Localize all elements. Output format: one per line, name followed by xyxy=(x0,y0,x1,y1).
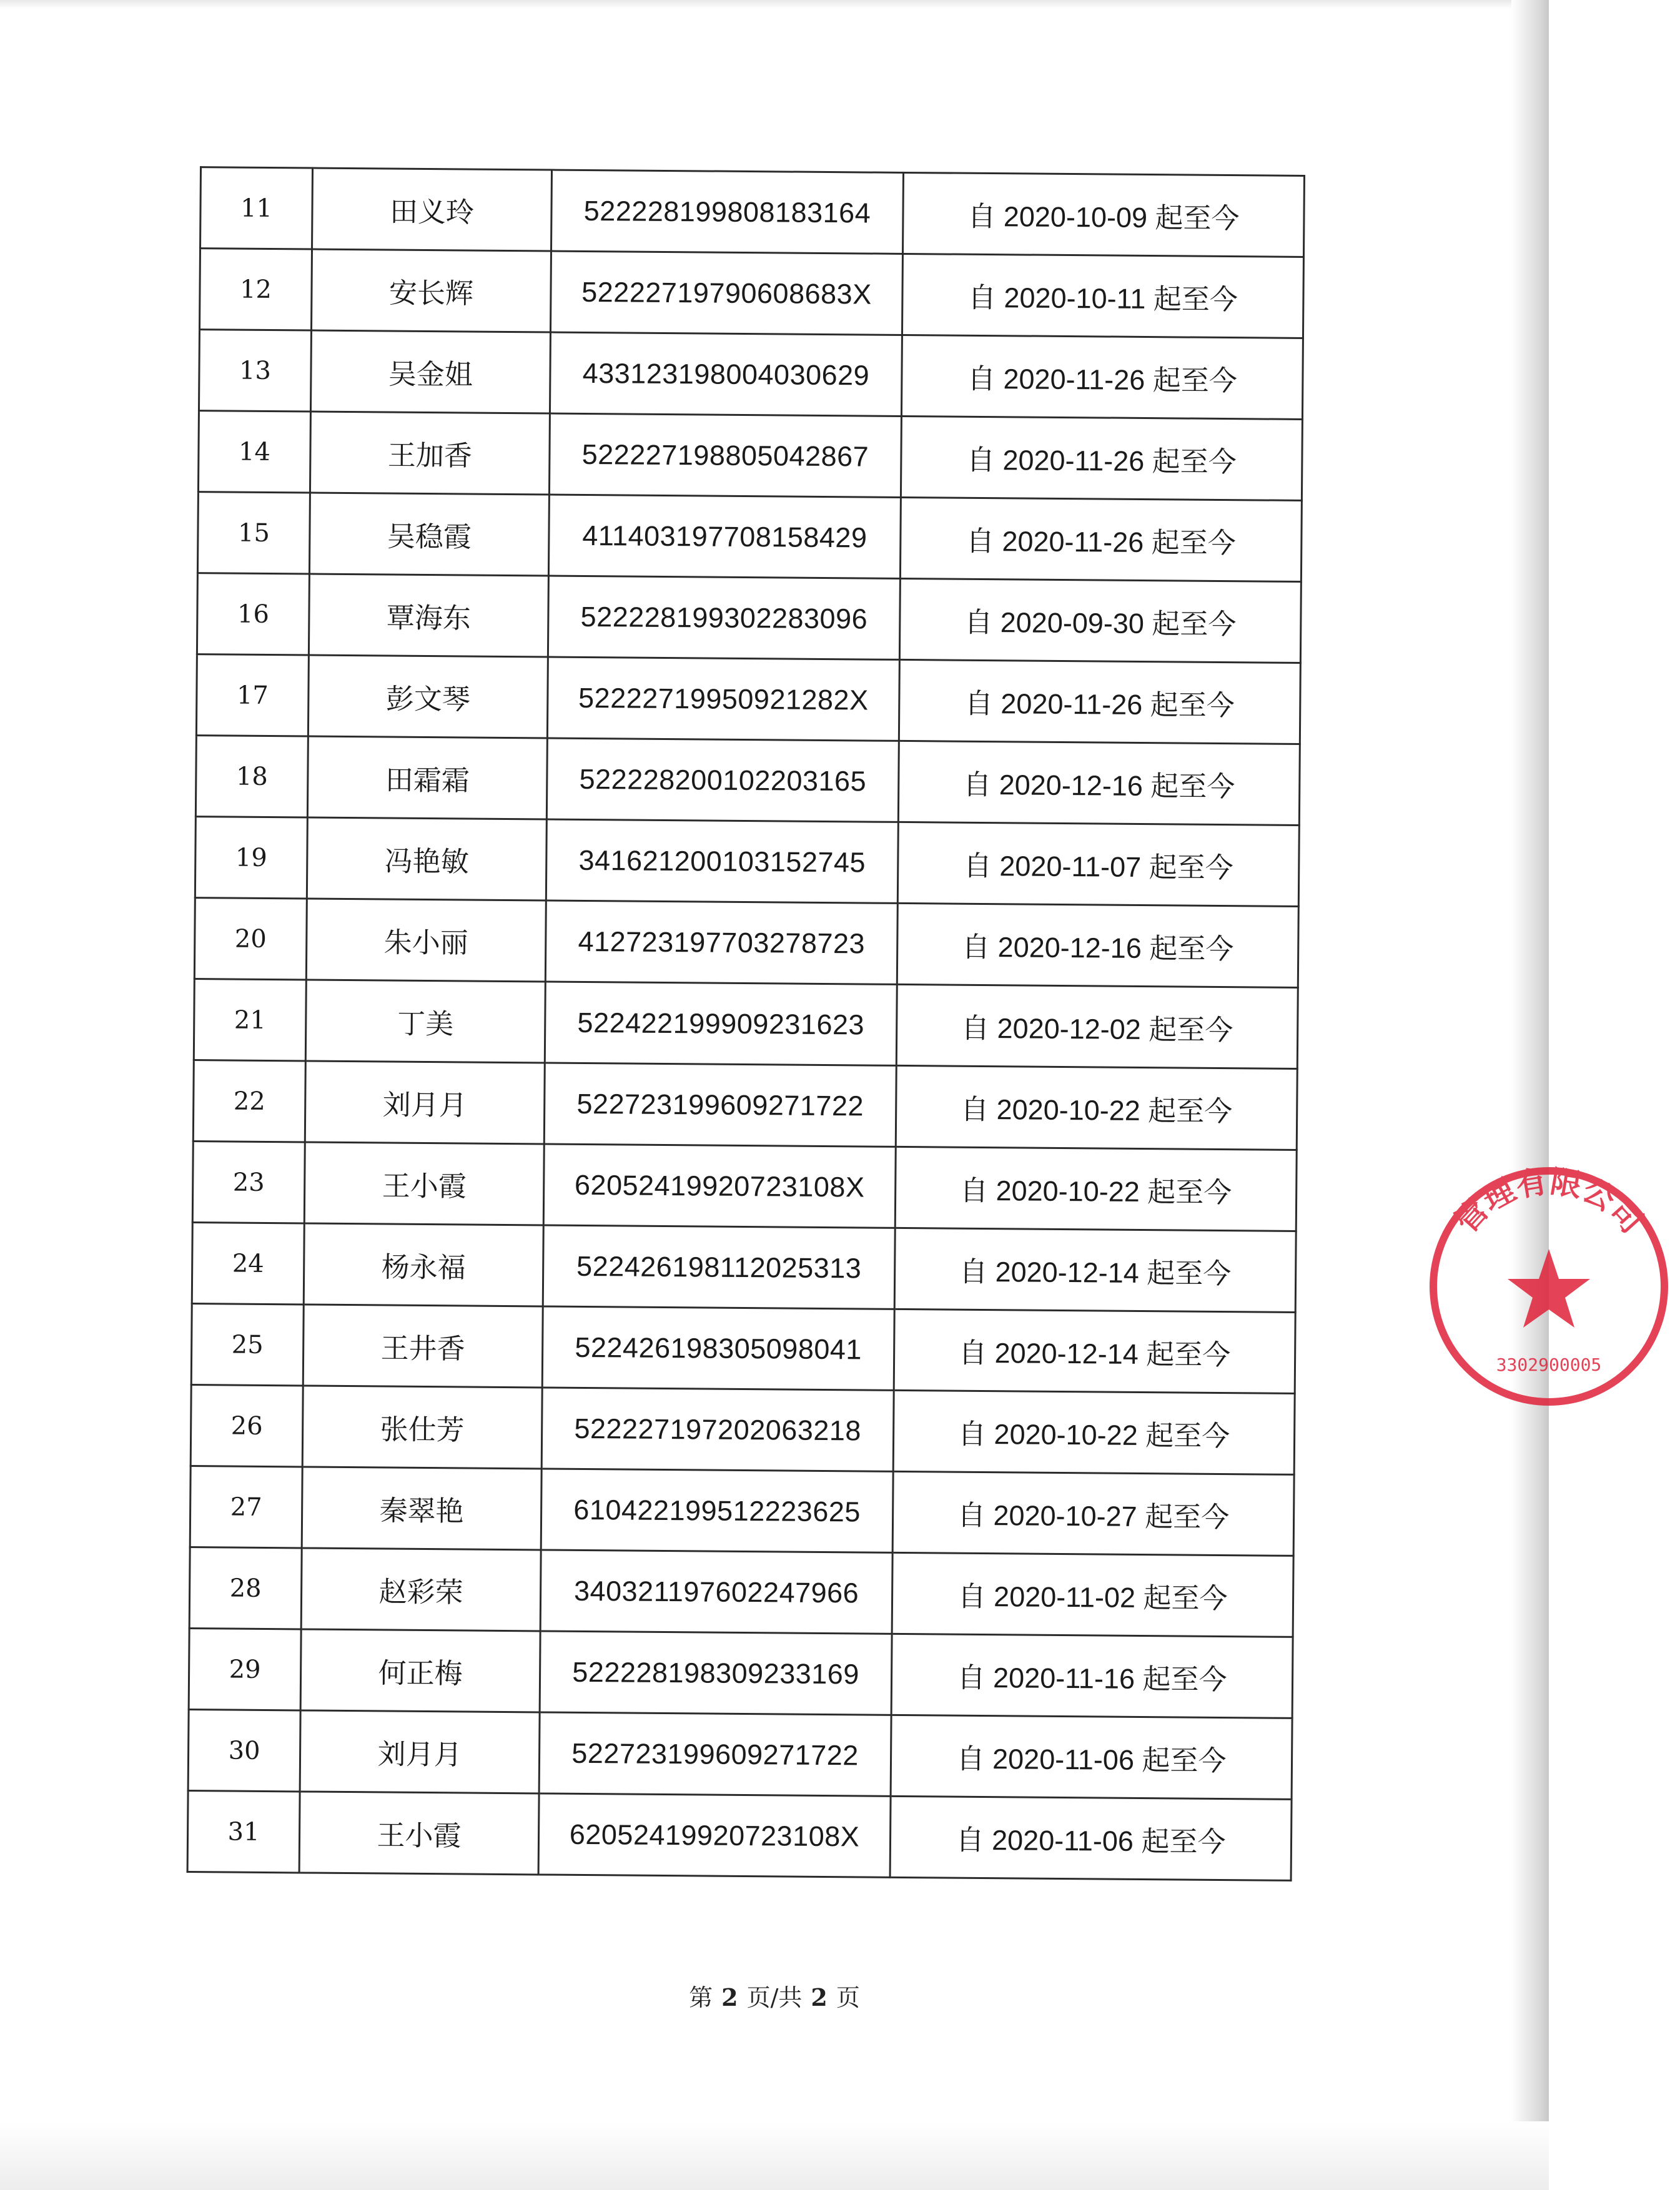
period-cell: 自 2020-11-06 起至今 xyxy=(890,1796,1292,1880)
period-cell: 自 2020-12-14 起至今 xyxy=(894,1309,1295,1393)
period-cell: 自 2020-12-14 起至今 xyxy=(894,1228,1296,1312)
period-cell: 自 2020-11-02 起至今 xyxy=(892,1552,1293,1637)
table-row xyxy=(200,167,1305,257)
name-cell: 吴金姐 xyxy=(310,330,550,413)
table-row xyxy=(198,411,1302,501)
seal-code: 3302900005 xyxy=(1496,1354,1602,1375)
row-number-cell: 19 xyxy=(195,817,307,899)
row-number-cell: 17 xyxy=(196,654,309,736)
footer-middle: 页/共 xyxy=(746,1984,803,2011)
table-row xyxy=(197,492,1302,582)
name-cell: 杨永福 xyxy=(304,1223,543,1306)
table-row xyxy=(187,1791,1292,1881)
row-number-cell: 11 xyxy=(200,167,313,249)
row-number-cell: 14 xyxy=(198,411,310,493)
id-number-cell: 522723199609271722 xyxy=(539,1712,891,1796)
table-row xyxy=(194,979,1298,1069)
id-number-cell: 52222719950921282X xyxy=(547,657,899,741)
name-cell: 刘月月 xyxy=(300,1710,540,1793)
table-row xyxy=(189,1629,1293,1719)
row-number-cell: 28 xyxy=(189,1547,302,1629)
period-cell: 自 2020-11-26 起至今 xyxy=(901,335,1303,419)
table-row xyxy=(194,898,1298,988)
row-number-cell: 13 xyxy=(199,330,311,412)
row-number-cell: 15 xyxy=(197,492,310,574)
row-number-cell: 31 xyxy=(187,1791,300,1873)
id-number-cell: 522227198805042867 xyxy=(549,413,901,497)
period-cell: 自 2020-12-16 起至今 xyxy=(898,741,1300,825)
table-row xyxy=(197,573,1301,663)
row-number-cell: 16 xyxy=(197,573,309,655)
id-number-cell: 522228198309233169 xyxy=(540,1631,892,1715)
id-number-cell: 522426198112025313 xyxy=(543,1225,895,1309)
scan-edge-top xyxy=(0,0,1549,9)
id-number-cell: 522228199302283096 xyxy=(548,576,900,659)
scan-edge-bottom xyxy=(0,2121,1549,2190)
name-cell: 赵彩荣 xyxy=(301,1548,541,1631)
row-number-cell: 23 xyxy=(192,1142,305,1223)
id-number-cell: 52222719790608683X xyxy=(550,251,902,335)
period-cell: 自 2020-10-22 起至今 xyxy=(896,1065,1297,1150)
name-cell: 吴稳霞 xyxy=(309,493,549,576)
row-number-cell: 20 xyxy=(194,898,307,980)
footer-total-pages: 2 xyxy=(811,1983,828,2011)
footer-current-page: 2 xyxy=(721,1983,738,2011)
row-number-cell: 12 xyxy=(200,249,312,330)
name-cell: 彭文琴 xyxy=(308,655,548,738)
period-cell: 自 2020-10-22 起至今 xyxy=(895,1147,1297,1231)
name-cell: 张仕芳 xyxy=(302,1386,542,1469)
name-cell: 安长辉 xyxy=(311,249,551,332)
period-cell: 自 2020-12-16 起至今 xyxy=(897,903,1298,987)
id-number-cell: 62052419920723108X xyxy=(538,1793,891,1877)
row-number-cell: 27 xyxy=(190,1466,302,1548)
table-row xyxy=(195,817,1299,907)
roster-table-body xyxy=(187,167,1304,1881)
name-cell: 何正梅 xyxy=(300,1629,540,1712)
period-cell: 自 2020-10-27 起至今 xyxy=(892,1471,1294,1556)
name-cell: 刘月月 xyxy=(305,1061,545,1144)
name-cell: 王小霞 xyxy=(304,1142,544,1225)
id-number-cell: 522723199609271722 xyxy=(544,1063,896,1147)
name-cell: 田义玲 xyxy=(312,168,552,251)
id-number-cell: 412723197703278723 xyxy=(545,900,897,984)
id-number-cell: 62052419920723108X xyxy=(543,1144,896,1228)
period-cell: 自 2020-11-07 起至今 xyxy=(897,822,1299,906)
id-number-cell: 340321197602247966 xyxy=(540,1550,892,1634)
name-cell: 丁美 xyxy=(305,980,545,1063)
id-number-cell: 522228199808183164 xyxy=(551,170,904,254)
id-number-cell: 411403197708158429 xyxy=(548,495,901,578)
row-number-cell: 24 xyxy=(192,1223,304,1305)
name-cell: 冯艳敏 xyxy=(307,817,546,900)
table-row xyxy=(200,249,1304,338)
period-cell: 自 2020-11-26 起至今 xyxy=(901,416,1302,500)
table-row xyxy=(193,1060,1297,1150)
name-cell: 王井香 xyxy=(303,1305,543,1388)
period-cell: 自 2020-10-09 起至今 xyxy=(902,172,1304,257)
row-number-cell: 22 xyxy=(193,1060,305,1142)
roster-table xyxy=(187,166,1305,1882)
page-footer xyxy=(0,1978,1549,2013)
roster-table-wrap xyxy=(187,166,1305,1882)
name-cell: 王小霞 xyxy=(299,1792,539,1875)
period-cell: 自 2020-11-06 起至今 xyxy=(891,1715,1292,1799)
seal-star-icon xyxy=(1508,1249,1590,1328)
table-row xyxy=(188,1710,1292,1800)
footer-suffix: 页 xyxy=(836,1984,860,2011)
id-number-cell: 610422199512223625 xyxy=(541,1469,893,1552)
id-number-cell: 522426198305098041 xyxy=(542,1306,894,1390)
row-number-cell: 30 xyxy=(188,1710,300,1792)
row-number-cell: 25 xyxy=(191,1304,304,1386)
id-number-cell: 433123198004030629 xyxy=(550,332,902,416)
table-row xyxy=(191,1304,1295,1394)
table-row xyxy=(190,1385,1295,1475)
seal-text: 管理有限公司 xyxy=(1448,1163,1650,1240)
period-cell: 自 2020-11-26 起至今 xyxy=(900,497,1302,581)
name-cell: 秦翠艳 xyxy=(302,1467,541,1550)
period-cell: 自 2020-12-02 起至今 xyxy=(896,984,1298,1068)
table-row xyxy=(189,1547,1293,1637)
name-cell: 王加香 xyxy=(310,412,550,495)
table-row xyxy=(196,654,1300,744)
table-row xyxy=(195,736,1300,826)
company-seal xyxy=(1418,1155,1680,1418)
period-cell: 自 2020-11-26 起至今 xyxy=(899,659,1300,744)
id-number-cell: 522228200102203165 xyxy=(546,738,899,822)
row-number-cell: 18 xyxy=(195,736,308,817)
id-number-cell: 522227197202063218 xyxy=(541,1388,894,1471)
footer-prefix: 第 xyxy=(689,1984,713,2011)
name-cell: 田霜霜 xyxy=(307,736,547,819)
period-cell: 自 2020-10-22 起至今 xyxy=(893,1390,1295,1474)
id-number-cell: 522422199909231623 xyxy=(545,982,897,1065)
row-number-cell: 21 xyxy=(194,979,306,1061)
table-row xyxy=(190,1466,1294,1556)
table-row xyxy=(192,1142,1297,1231)
row-number-cell: 26 xyxy=(190,1385,303,1467)
period-cell: 自 2020-10-11 起至今 xyxy=(902,254,1303,338)
table-row xyxy=(192,1223,1296,1313)
row-number-cell: 29 xyxy=(189,1629,301,1710)
name-cell: 朱小丽 xyxy=(306,899,546,982)
id-number-cell: 341621200103152745 xyxy=(546,819,898,903)
scan-edge-right xyxy=(1511,0,1549,2190)
table-row xyxy=(199,330,1303,420)
period-cell: 自 2020-11-16 起至今 xyxy=(891,1634,1293,1718)
period-cell: 自 2020-09-30 起至今 xyxy=(899,578,1301,663)
name-cell: 覃海东 xyxy=(309,574,548,657)
